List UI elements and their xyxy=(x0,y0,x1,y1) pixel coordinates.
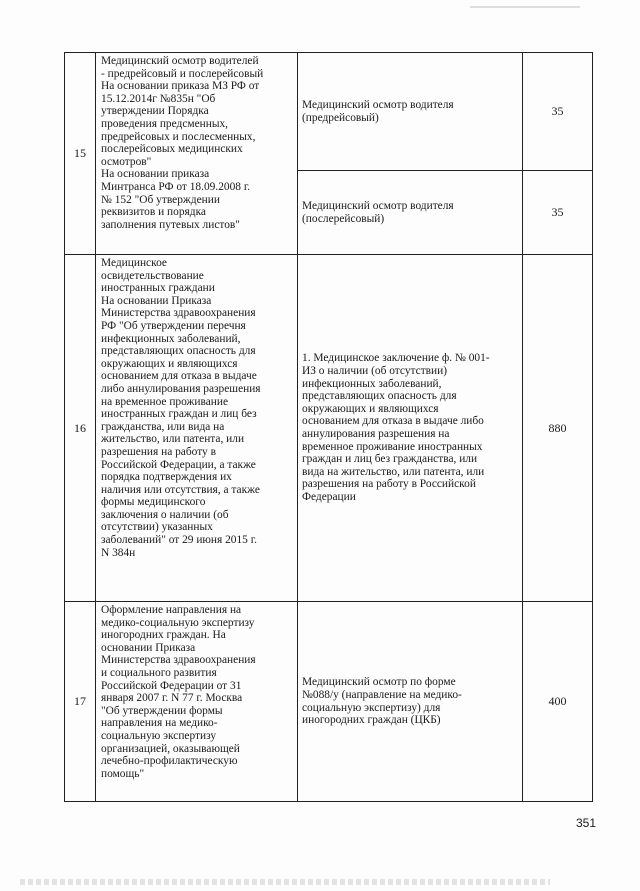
service-name xyxy=(298,602,523,802)
row-description xyxy=(96,602,298,802)
price-table xyxy=(64,52,593,802)
scan-artifact-bottom xyxy=(20,879,550,885)
service-price: 35 xyxy=(523,53,593,171)
service-name xyxy=(298,53,523,171)
description-text: Медицинское освидетельствование иностранных граждани На основании Приказа Министерства здравоохранения РФ "Об утверждении перечня инфекционных заболеваний, представляющих опасность для окружающих и являющихся основанием для отказа в выдаче либо аннулирования разрешения на временное проживание иностранных граждан и лиц без гражданства, или вида на жительство, или патента, или разрешения на работу в Российской Федерации, а также порядка подтверждения их наличия или отсутствия, а также формы медицинского заключения о наличии (об отсутствии) указанных заболеваний" от 29 июня 2015 г. N 384н xyxy=(101,257,261,559)
description-text: Медицинский осмотр водителей - предрейсовый и послерейсовый На основании приказа МЗ РФ от 15.12.2014г №835н "Об утверждении Порядка проведения предсменных, предрейсовых и послесменных, послерейсовых медицинских осмотров" На основании приказа Минтранса РФ от 18.09.2008 г. № 152 "Об утверждении реквизитов и порядка заполнения путевых листов" xyxy=(101,55,264,231)
service-text: Медицинский осмотр водителя (предрейсовый) xyxy=(302,98,454,124)
service-name xyxy=(298,255,523,602)
service-name xyxy=(298,171,523,255)
table-row xyxy=(65,53,593,171)
row-description xyxy=(96,53,298,255)
row-number: 16 xyxy=(65,255,96,602)
row-description xyxy=(96,255,298,602)
scan-artifact-top xyxy=(470,6,580,8)
table-row xyxy=(65,255,593,602)
service-text: 1. Медицинское заключение ф. № 001- ИЗ о наличии (об отсутствии) инфекционных заболеваний, представляющих опасность для окружающих и являющихся основанием для отказа в выдаче либо аннулирования разрешения на временное проживание иностранных граждан и лиц без гражданства, или вида на жительство, или патента, или разрешения на работу в Российской Федерации xyxy=(302,352,490,503)
table-row xyxy=(65,602,593,802)
row-number: 17 xyxy=(65,602,96,802)
row-number: 15 xyxy=(65,53,96,255)
service-price: 880 xyxy=(523,255,593,602)
page-number: 351 xyxy=(576,816,597,830)
price-table-page xyxy=(64,52,581,802)
service-text: Медицинский осмотр по форме №088/у (направление на медико- социальную экспертизу) для иногородних граждан (ЦКБ) xyxy=(302,676,462,727)
service-price: 400 xyxy=(523,602,593,802)
service-price: 35 xyxy=(523,171,593,255)
service-text: Медицинский осмотр водителя (послерейсовый) xyxy=(302,199,454,225)
description-text: Оформление направления на медико-социальную экспертизу иногородних граждан. На основании Приказа Министерства здравоохранения и социального развития Российской Федерации от 31 января 2007 г. N 77 г. Москва "Об утверждении формы направления на медико- социальную экспертизу организацией, оказывающей лечебно-профилактическую помощь" xyxy=(101,604,256,780)
